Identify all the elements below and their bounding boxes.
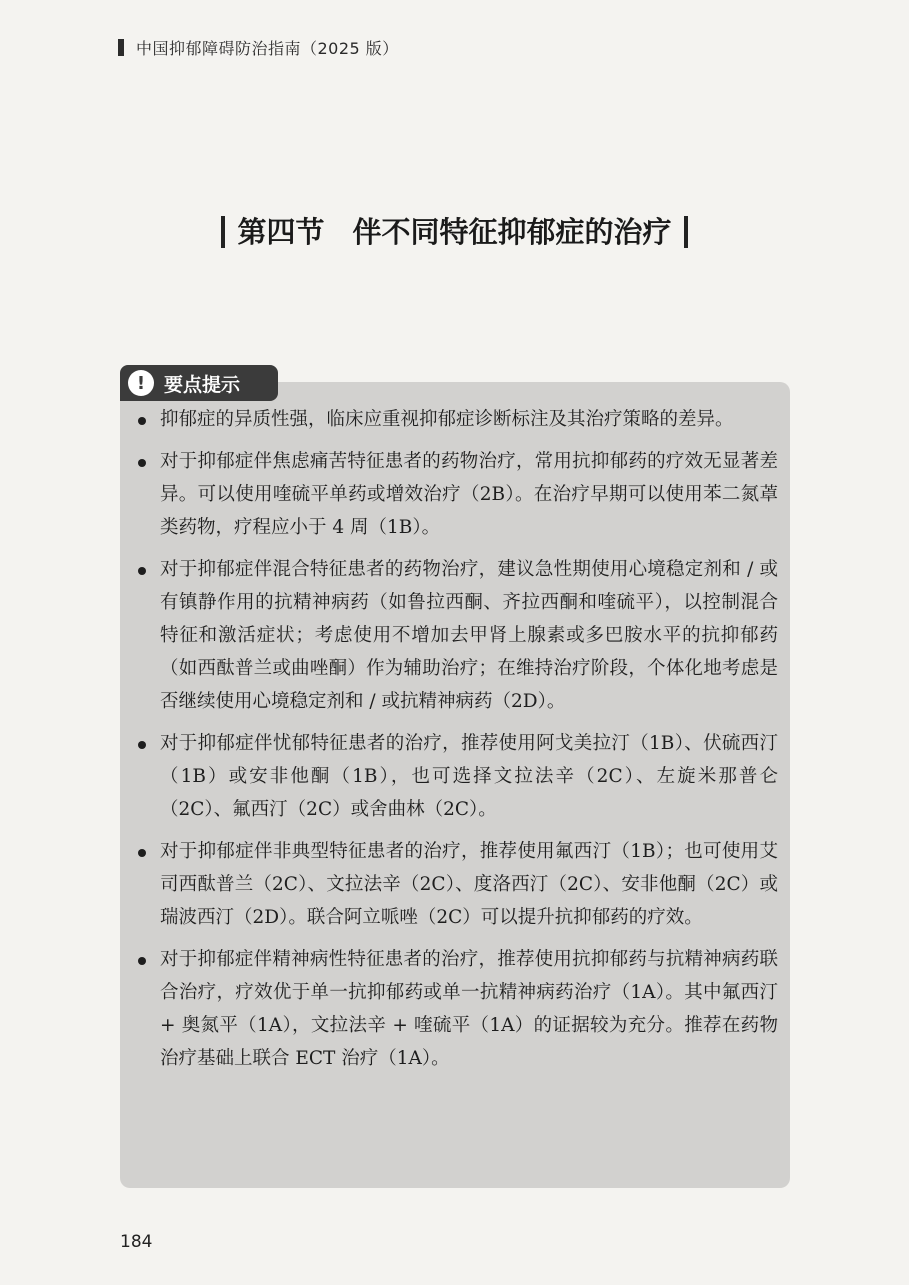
list-item-text: 对于抑郁症伴非典型特征患者的治疗，推荐使用氟西汀（1B）；也可使用艾司西酞普兰（2C）、文拉法辛（2C）、度洛西汀（2C）、安非他酮（2C）或瑞波西汀（2D）。联合阿立哌唑（2C）可以提升抗抑郁药的疗效。 [160, 841, 778, 928]
running-title: 中国抑郁障碍防治指南（2025 版） [136, 39, 399, 58]
title-left-bar [221, 216, 225, 248]
list-item [130, 445, 778, 544]
list-item [130, 727, 778, 826]
key-points-tab [120, 365, 278, 401]
page-number: 184 [120, 1232, 153, 1252]
section-title [0, 210, 909, 251]
list-item-text: 抑郁症的异质性强，临床应重视抑郁症诊断标注及其治疗策略的差异。 [160, 409, 734, 430]
bullet-icon [138, 459, 146, 467]
list-item-text: 对于抑郁症伴焦虑痛苦特征患者的药物治疗，常用抗抑郁药的疗效无显著差异。可以使用喹硫平单药或增效治疗（2B）。在治疗早期可以使用苯二氮䓬类药物，疗程应小于 4 周（1B）。 [160, 451, 778, 538]
title-right-bar [684, 216, 688, 248]
list-item-text: 对于抑郁症伴忧郁特征患者的治疗，推荐使用阿戈美拉汀（1B）、伏硫西汀（1B）或安非他酮（1B），也可选择文拉法辛（2C）、左旋米那普仑（2C）、氟西汀（2C）或舍曲林（2C）。 [160, 733, 778, 820]
bullet-icon [138, 741, 146, 749]
bullet-icon [138, 849, 146, 857]
section-number: 第四节 [237, 215, 325, 249]
key-points-label: 要点提示 [164, 373, 241, 396]
running-header [118, 36, 399, 59]
section-heading: 伴不同特征抑郁症的治疗 [352, 215, 672, 249]
header-marker-bar [118, 39, 124, 56]
key-points-list [130, 403, 778, 1084]
exclamation-icon: ! [128, 370, 154, 396]
list-item [130, 553, 778, 718]
list-item-text: 对于抑郁症伴混合特征患者的药物治疗，建议急性期使用心境稳定剂和 / 或有镇静作用的抗精神病药（如鲁拉西酮、齐拉西酮和喹硫平），以控制混合特征和激活症状；考虑使用不增加去甲肾上腺素或多巴胺水平的抗抑郁药（如西酞普兰或曲唑酮）作为辅助治疗；在维持治疗阶段，个体化地考虑是否继续使用心境稳定剂和 / 或抗精神病药（2D）。 [160, 559, 778, 712]
list-item [130, 835, 778, 934]
list-item-text: 对于抑郁症伴精神病性特征患者的治疗，推荐使用抗抑郁药与抗精神病药联合治疗，疗效优于单一抗抑郁药或单一抗精神病药治疗（1A）。其中氟西汀 + 奥氮平（1A），文拉法辛 + 喹硫平（1A）的证据较为充分。推荐在药物治疗基础上联合 ECT 治疗（1A）。 [160, 949, 778, 1069]
list-item [130, 403, 778, 436]
bullet-icon [138, 957, 146, 965]
list-item [130, 943, 778, 1075]
bullet-icon [138, 417, 146, 425]
bullet-icon [138, 567, 146, 575]
